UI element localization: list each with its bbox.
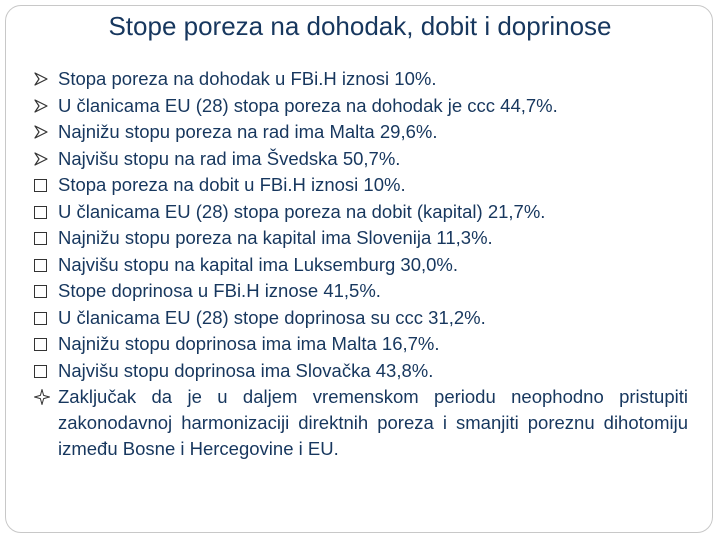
box-icon (34, 278, 54, 304)
star-icon (34, 384, 54, 410)
list-item (34, 93, 688, 120)
box-icon (34, 358, 54, 384)
list-item (34, 146, 688, 173)
list-item (34, 305, 688, 332)
list-item (34, 119, 688, 146)
list-item-text: U članicama EU (28) stopa poreza na dobit (kapital) 21,7%. (58, 200, 546, 222)
arrow-icon (34, 119, 54, 145)
box-icon (34, 305, 54, 331)
list-item (34, 358, 688, 385)
list-item (34, 172, 688, 199)
box-icon (34, 331, 54, 357)
list-item-text: Stopa poreza na dohodak u FBi.H iznosi 10%. (58, 68, 437, 89)
slide-title: Stope poreza na dohodak, dobit i doprinose (108, 11, 612, 41)
list-item (34, 199, 688, 226)
box-icon (34, 199, 54, 225)
list-item (34, 331, 688, 358)
list-item (34, 278, 688, 305)
bullet-list (34, 66, 688, 462)
list-item-text: U članicama EU (28) stopa poreza na dohodak je ccc 44,7%. (58, 94, 558, 116)
list-item-text: U članicama EU (28) stope doprinosa su ccc 31,2%. (58, 306, 486, 328)
list-item-text: Najnižu stopu poreza na kapital ima Slovenija 11,3%. (58, 227, 493, 248)
list-item (34, 225, 688, 252)
arrow-icon (34, 146, 54, 172)
list-item-text: Stopa poreza na dobit u FBi.H iznosi 10%. (58, 174, 406, 195)
list-item-text: Najvišu stopu doprinosa ima Slovačka 43,8%. (58, 359, 434, 381)
list-item-text: Stope doprinosa u FBi.H iznose 41,5%. (58, 280, 381, 301)
arrow-icon (34, 93, 54, 119)
list-item (34, 252, 688, 279)
list-item-text: Najnižu stopu poreza na rad ima Malta 29,6%. (58, 121, 438, 142)
list-item (34, 384, 688, 462)
box-icon (34, 172, 54, 198)
arrow-icon (34, 66, 54, 92)
box-icon (34, 225, 54, 251)
list-item-text: Najnižu stopu doprinosa ima ima Malta 16,7%. (58, 333, 440, 354)
list-item-text: Najvišu stopu na kapital ima Luksemburg 30,0%. (58, 253, 459, 275)
list-item (34, 66, 688, 93)
list-item-text: Najvišu stopu na rad ima Švedska 50,7%. (58, 147, 401, 169)
list-item-text: Zaključak da je u daljem vremenskom periodu neophodno pristupiti zakonodavnoj harmonizaciji direktnih poreza i smanjiti poreznu dihotomiju između Bosne i Hercegovine i EU. (58, 386, 688, 459)
box-icon (34, 252, 54, 278)
